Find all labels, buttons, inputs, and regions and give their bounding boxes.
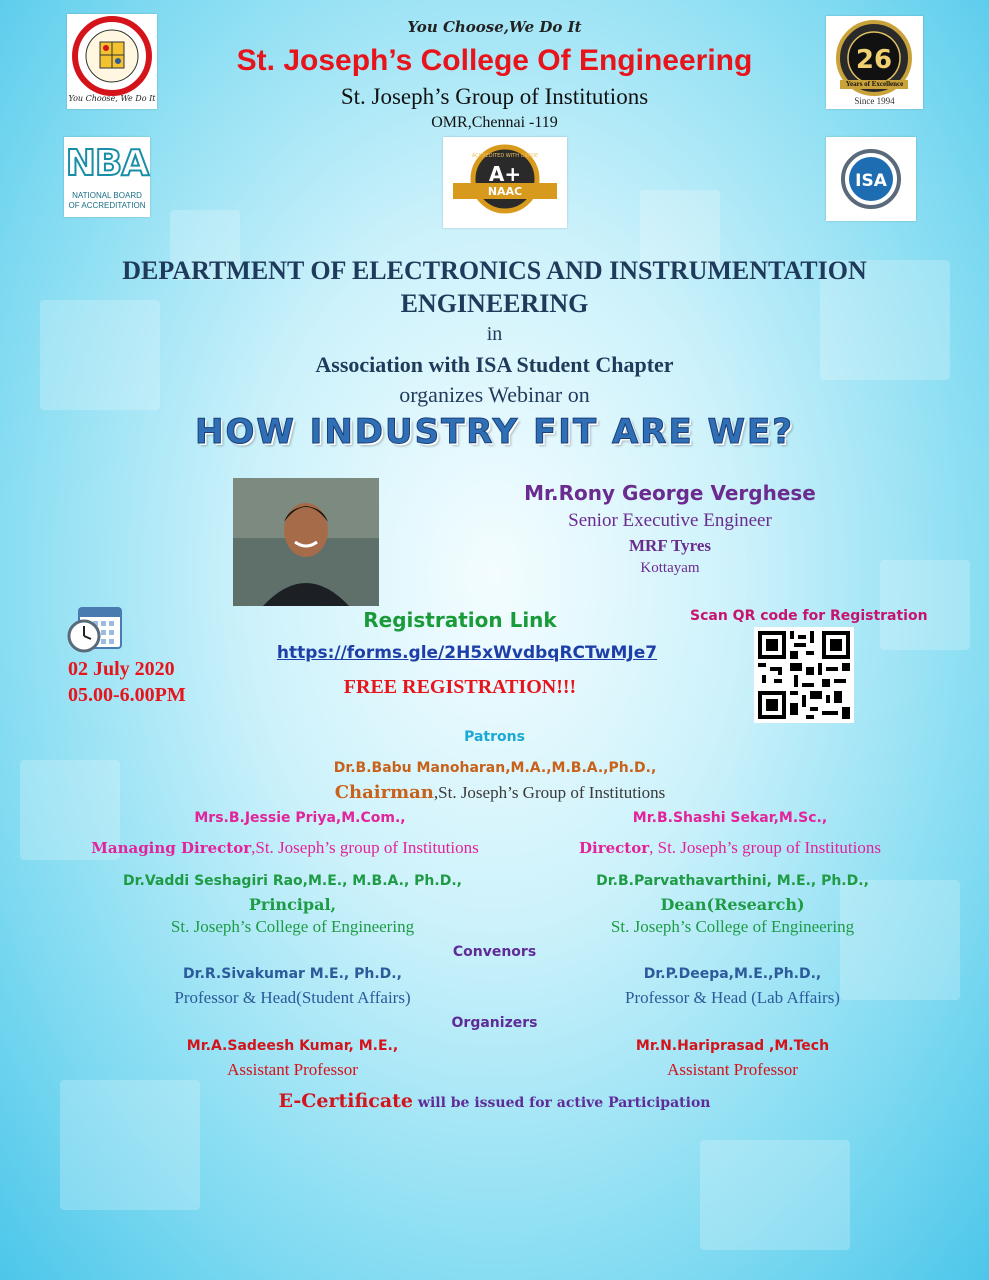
naac-top: ACCREDITED WITH GRADE: [471, 153, 539, 159]
naac-logo: [443, 137, 567, 228]
convenor-left-name: Dr.R.Sivakumar M.E., Ph.D.,: [183, 966, 402, 982]
nba-caption-2: OF ACCREDITATION: [68, 201, 146, 210]
certificate-note: [0, 1090, 989, 1112]
nba-mark: NBA: [65, 143, 149, 184]
free-registration: FREE REGISTRATION!!!: [343, 676, 577, 698]
certificate-label: E-Certificate: [278, 1090, 414, 1112]
college-name: St. Joseph’s College Of Engineering: [236, 44, 753, 77]
convenor-right-role: Professor & Head (Lab Affairs): [625, 988, 840, 1007]
nba-caption-1: NATIONAL BOARD: [72, 191, 142, 200]
chairman-title: Chairman: [334, 782, 434, 803]
in-text: in: [486, 323, 503, 345]
calendar-clock-icon: [67, 604, 123, 654]
dean-title: Dean(Research): [660, 895, 805, 914]
registration-qr-code[interactable]: [754, 627, 854, 723]
anniversary-ribbon: Years of Excellence: [845, 80, 904, 88]
organizer-right-role: Assistant Professor: [667, 1060, 798, 1079]
organizer-right-name: Mr.N.Hariprasad ,M.Tech: [635, 1038, 830, 1054]
director-org: , St. Joseph’s group of Institutions: [649, 838, 881, 857]
tagline: You Choose,We Do It: [407, 18, 582, 36]
certificate-text: will be issued for active Participation: [413, 1095, 711, 1111]
isa-logo: [826, 137, 916, 221]
convenor-left-role: Professor & Head(Student Affairs): [174, 988, 411, 1007]
organizes-text: organizes Webinar on: [399, 382, 590, 407]
anniversary-number: 26: [855, 45, 893, 75]
patrons-heading: Patrons: [464, 729, 525, 745]
anniversary-logo: [826, 16, 923, 109]
event-time: 05.00-6.00PM: [68, 684, 186, 706]
nba-logo: [64, 137, 150, 217]
director-title: Director: [579, 839, 650, 857]
isa-mark: ISA: [855, 171, 887, 191]
organizer-left-name: Mr.A.Sadeesh Kumar, M.E.,: [186, 1038, 399, 1054]
naac-ribbon: NAAC: [487, 185, 523, 198]
registration-heading: Registration Link: [363, 608, 557, 632]
seal-motto: You Choose, We Do It: [68, 94, 156, 103]
principal-name: Dr.Vaddi Seshagiri Rao,M.E., M.B.A., Ph.D.,: [123, 873, 462, 889]
speaker-name: Mr.Rony George Verghese: [524, 481, 816, 505]
chairman-org: ,St. Joseph’s Group of Institutions: [433, 783, 666, 802]
chairman-name: Dr.B.Babu Manoharan,M.A.,M.B.A.,Ph.D.,: [333, 760, 657, 776]
dean-org: St. Joseph’s College of Engineering: [610, 917, 855, 936]
convenors-heading: Convenors: [452, 944, 537, 960]
group-name: St. Joseph’s Group of Institutions: [340, 84, 649, 109]
anniversary-since: Since 1994: [854, 96, 895, 106]
college-seal-logo: [67, 14, 157, 109]
managing-director-name: Mrs.B.Jessie Priya,M.Com.,: [194, 810, 406, 826]
convenor-right-name: Dr.P.Deepa,M.E.,Ph.D.,: [643, 966, 822, 982]
event-date: 02 July 2020: [68, 658, 175, 680]
managing-director-line: [20, 838, 550, 858]
speaker-role: Senior Executive Engineer: [568, 510, 772, 531]
speaker-city: Kottayam: [640, 560, 700, 576]
organizers-heading: Organizers: [451, 1015, 538, 1031]
speaker-company: MRF Tyres: [629, 536, 711, 555]
principal-org: St. Joseph’s College of Engineering: [170, 917, 415, 936]
managing-director-org: ,St. Joseph’s group of Institutions: [251, 838, 479, 857]
registration-link[interactable]: https://forms.gle/2H5xWvdbqRCTwMJe7: [276, 643, 658, 663]
webinar-title: HOW INDUSTRY FIT ARE WE?: [194, 412, 794, 452]
principal-title: Principal,: [248, 895, 337, 914]
college-address: OMR,Chennai -119: [431, 114, 558, 131]
chairman-line: [250, 782, 750, 803]
director-line: [520, 838, 940, 858]
managing-director-title: Managing Director: [91, 839, 252, 857]
department-line-2: ENGINEERING: [400, 289, 589, 318]
organizer-left-role: Assistant Professor: [227, 1060, 358, 1079]
dean-name: Dr.B.Parvathavarthini, M.E., Ph.D.,: [596, 873, 869, 889]
naac-grade: A+: [488, 162, 522, 186]
scan-qr-label: Scan QR code for Registration: [690, 608, 928, 624]
association-text: Association with ISA Student Chapter: [315, 352, 674, 377]
speaker-photo: [233, 478, 379, 606]
director-name: Mr.B.Shashi Sekar,M.Sc.,: [632, 810, 828, 826]
department-line-1: DEPARTMENT OF ELECTRONICS AND INSTRUMENTATION: [122, 256, 867, 285]
